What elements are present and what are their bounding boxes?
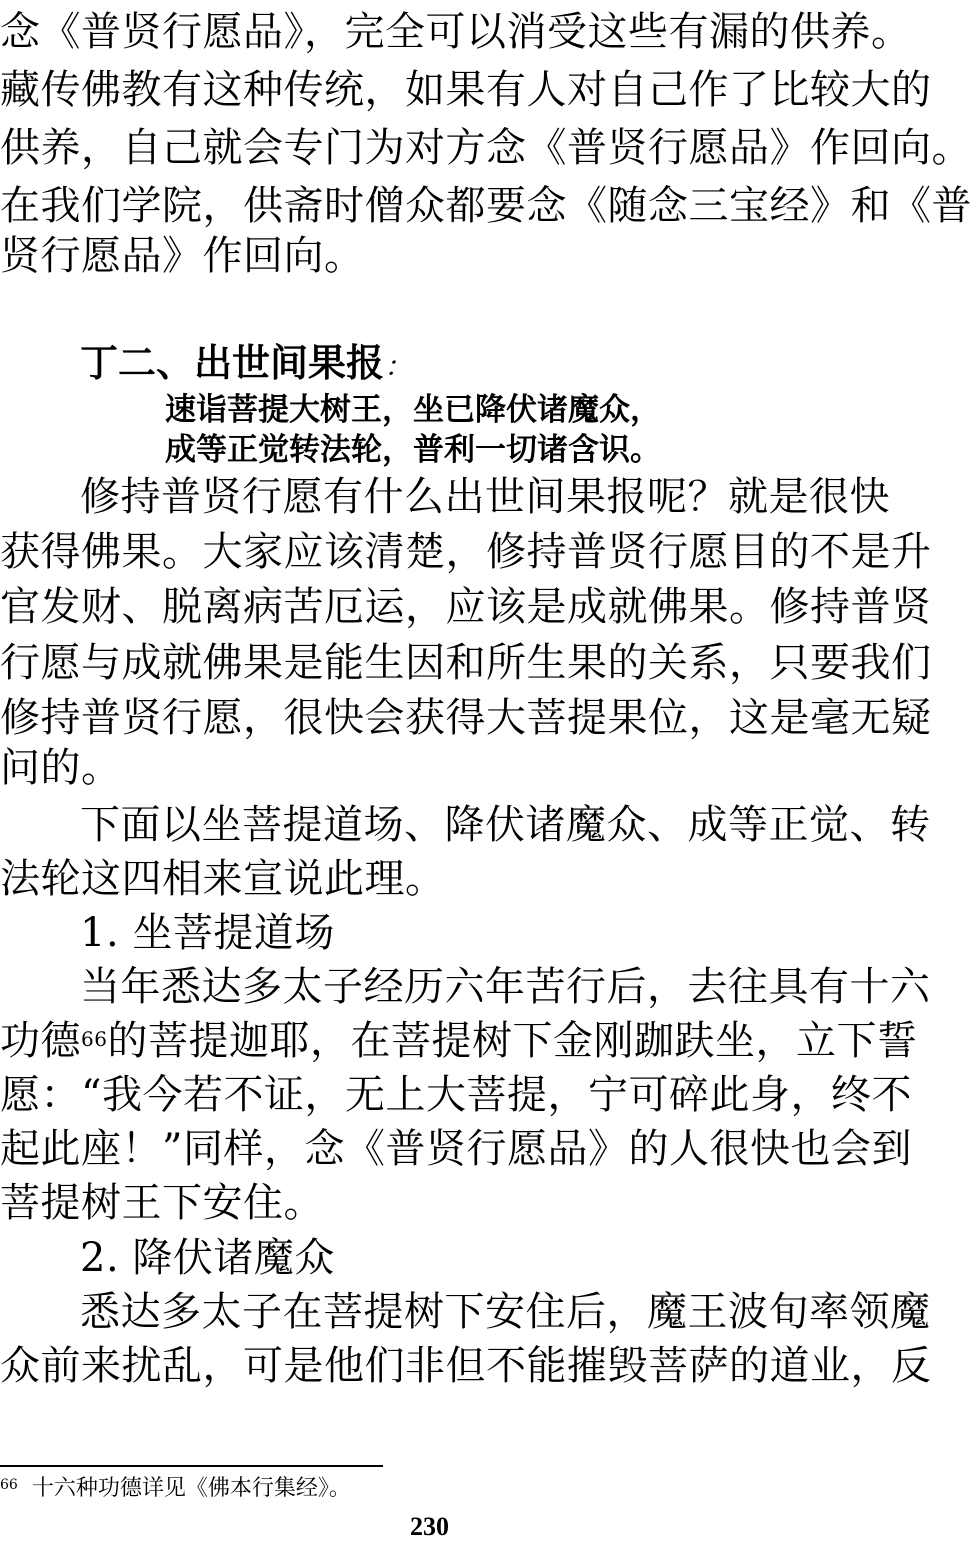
- body-line: 众前来扰乱，可是他们非但不能摧毁菩萨的道业，反: [0, 1343, 932, 1389]
- footnote-number: 66: [0, 1477, 18, 1493]
- body-line: 行愿与成就佛果是能生因和所生果的关系，只要我们: [0, 640, 932, 686]
- verse-line: 成等正觉转法轮，普利一切诸含识。: [165, 432, 661, 468]
- section-heading: [80, 336, 412, 394]
- body-line: 供养，自己就会专门为对方念《普贤行愿品》作回向。: [0, 125, 972, 171]
- body-line: 菩提树王下安住。: [0, 1180, 324, 1226]
- section-heading-colon: ：: [384, 350, 413, 383]
- page-number: 230: [410, 1512, 449, 1541]
- footnote-ref: 66: [81, 1027, 108, 1051]
- footnote: [0, 1474, 351, 1504]
- body-line: 悉达多太子在菩提树下安住后，魔王波旬率领魔: [80, 1289, 931, 1335]
- body-line: 法轮这四相来宣说此理。: [0, 856, 446, 902]
- subheading: 2. 降伏诸魔众: [80, 1235, 335, 1281]
- verse-line: 速诣菩提大树王，坐已降伏诸魔众，: [165, 392, 661, 428]
- body-line: 念《普贤行愿品》，完全可以消受这些有漏的供养。: [0, 9, 912, 55]
- body-line: 修持普贤行愿有什么出世间果报呢？就是很快: [80, 474, 890, 520]
- body-line: 下面以坐菩提道场、降伏诸魔众、成等正觉、转: [80, 802, 931, 848]
- footnote-rule: [0, 1465, 383, 1467]
- body-line: 愿：“我今若不证，无上大菩提，宁可碎此身，终不: [0, 1072, 912, 1118]
- body-line-with-footnote: 功德$^{66}$的菩提迦耶，在菩提树下金刚跏趺坐，立下誓: [0, 1018, 918, 1064]
- body-line: 起此座！”同样，念《普贤行愿品》的人很快也会到: [0, 1126, 912, 1172]
- body-line: 贤行愿品》作回向。: [0, 233, 365, 279]
- footnote-text: 十六种功德详见《佛本行集经》。: [31, 1476, 351, 1501]
- section-heading-text: 丁二、出世间果报: [80, 341, 385, 385]
- subheading: 1. 坐菩提道场: [80, 910, 335, 956]
- body-line: 获得佛果。大家应该清楚，修持普贤行愿目的不是升: [0, 529, 932, 575]
- body-line: 在我们学院，供斋时僧众都要念《随念三宝经》和《普: [0, 183, 972, 229]
- body-line: 修持普贤行愿，很快会获得大菩提果位，这是毫无疑: [0, 695, 932, 741]
- body-line: 问的。: [0, 745, 122, 791]
- body-line: 当年悉达多太子经历六年苦行后，去往具有十六: [80, 964, 931, 1010]
- body-line: 官发财、脱离病苦厄运，应该是成就佛果。修持普贤: [0, 584, 932, 630]
- body-line: 藏传佛教有这种传统，如果有人对自己作了比较大的: [0, 67, 932, 113]
